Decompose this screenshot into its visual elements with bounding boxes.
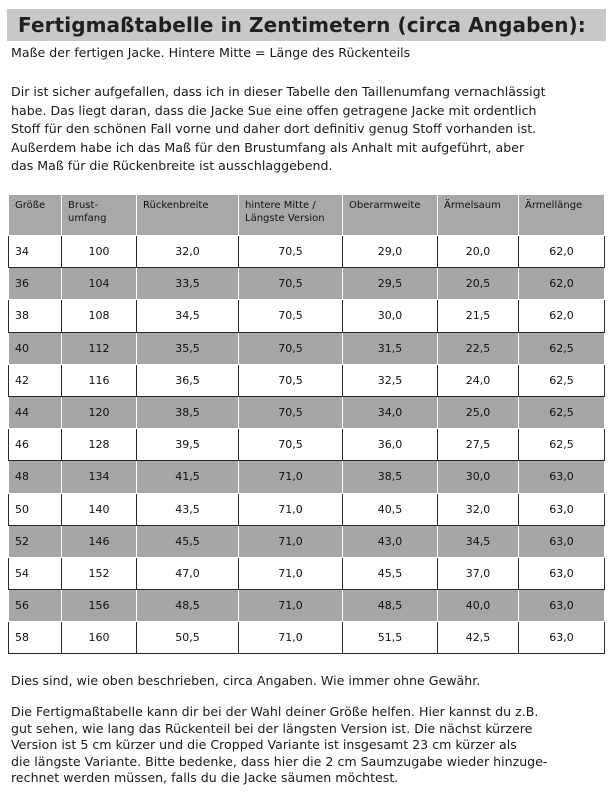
measure-cell: 36,0 (343, 429, 438, 461)
disclaimer-text: Dies sind, wie oben beschrieben, circa Angaben. Wie immer ohne Gewähr. (11, 673, 481, 688)
measure-cell: 27,5 (438, 429, 519, 461)
column-header: Größe (9, 195, 62, 236)
measure-cell: 51,5 (343, 622, 438, 654)
size-cell: 54 (9, 557, 62, 589)
measure-cell: 32,0 (137, 236, 239, 268)
measure-cell: 62,0 (519, 300, 605, 332)
measure-cell: 63,0 (519, 590, 605, 622)
measure-cell: 120 (62, 396, 137, 428)
measure-cell: 32,0 (438, 493, 519, 525)
measure-cell: 62,5 (519, 429, 605, 461)
measure-cell: 70,5 (239, 396, 343, 428)
measure-cell: 45,5 (137, 525, 239, 557)
measure-cell: 71,0 (239, 590, 343, 622)
measure-cell: 62,5 (519, 332, 605, 364)
subtitle: Maße der fertigen Jacke. Hintere Mitte = Länge des Rückenteils (11, 45, 411, 60)
intro-line: Stoff für den schönen Fall vorne und daher dort definitiv genug Stoff vorhanden ist. (11, 121, 537, 136)
measure-cell: 29,5 (343, 268, 438, 300)
measure-cell: 70,5 (239, 236, 343, 268)
measure-cell: 47,0 (137, 557, 239, 589)
measure-cell: 70,5 (239, 364, 343, 396)
table-row (9, 429, 605, 461)
table-row (9, 493, 605, 525)
measure-cell: 41,5 (137, 461, 239, 493)
outro-line: die längste Variante. Bitte bedenke, dass hier die 2 cm Saumzugabe wieder hinzuge- (11, 753, 548, 769)
measure-cell: 70,5 (239, 268, 343, 300)
measure-cell: 21,5 (438, 300, 519, 332)
measure-cell: 71,0 (239, 622, 343, 654)
column-header: Ärmelsaum (438, 195, 519, 236)
column-header: Brust- umfang (62, 195, 137, 236)
table-row (9, 622, 605, 654)
table-header-row (9, 195, 605, 236)
table-body (9, 236, 605, 654)
size-cell: 38 (9, 300, 62, 332)
size-cell: 44 (9, 396, 62, 428)
measure-cell: 71,0 (239, 525, 343, 557)
measure-cell: 45,5 (343, 557, 438, 589)
measure-cell: 20,0 (438, 236, 519, 268)
table-row (9, 525, 605, 557)
measure-cell: 134 (62, 461, 137, 493)
measure-cell: 25,0 (438, 396, 519, 428)
intro-paragraph (11, 83, 611, 176)
table-row (9, 236, 605, 268)
measure-cell: 34,0 (343, 396, 438, 428)
size-cell: 42 (9, 364, 62, 396)
size-table (8, 194, 605, 654)
size-cell: 48 (9, 461, 62, 493)
measure-cell: 37,0 (438, 557, 519, 589)
measure-cell: 63,0 (519, 622, 605, 654)
measure-cell: 156 (62, 590, 137, 622)
measure-cell: 40,5 (343, 493, 438, 525)
measure-cell: 63,0 (519, 557, 605, 589)
table-row (9, 332, 605, 364)
measure-cell: 35,5 (137, 332, 239, 364)
measure-cell: 32,5 (343, 364, 438, 396)
measure-cell: 70,5 (239, 429, 343, 461)
measure-cell: 30,0 (438, 461, 519, 493)
measure-cell: 38,5 (343, 461, 438, 493)
table-row (9, 364, 605, 396)
measure-cell: 34,5 (137, 300, 239, 332)
measure-cell: 104 (62, 268, 137, 300)
table-row (9, 557, 605, 589)
measure-cell: 112 (62, 332, 137, 364)
size-cell: 46 (9, 429, 62, 461)
size-cell: 36 (9, 268, 62, 300)
measure-cell: 116 (62, 364, 137, 396)
measure-cell: 108 (62, 300, 137, 332)
measure-cell: 43,5 (137, 493, 239, 525)
measure-cell: 24,0 (438, 364, 519, 396)
column-header: Oberarmweite (343, 195, 438, 236)
column-header: hintere Mitte / Längste Version (239, 195, 343, 236)
measure-cell: 48,5 (137, 590, 239, 622)
measure-cell: 70,5 (239, 300, 343, 332)
measure-cell: 71,0 (239, 557, 343, 589)
measure-cell: 42,5 (438, 622, 519, 654)
measure-cell: 71,0 (239, 493, 343, 525)
page-title: Fertigmaßtabelle in Zentimetern (circa Angaben): (7, 9, 606, 41)
measure-cell: 31,5 (343, 332, 438, 364)
column-header: Rückenbreite (137, 195, 239, 236)
measure-cell: 48,5 (343, 590, 438, 622)
measure-cell: 160 (62, 622, 137, 654)
measure-cell: 128 (62, 429, 137, 461)
intro-line: habe. Das liegt daran, dass die Jacke Sue eine offen getragene Jacke mit ordentlich (11, 102, 537, 118)
intro-line: Außerdem habe ich das Maß für den Brustumfang als Anhalt mit aufgeführt, aber (11, 139, 525, 155)
measure-cell: 20,5 (438, 268, 519, 300)
table-row (9, 268, 605, 300)
outro-line: Die Fertigmaßtabelle kann dir bei der Wahl deiner Größe helfen. Hier kannst du z.B. (11, 704, 539, 719)
measure-cell: 62,0 (519, 268, 605, 300)
measure-cell: 29,0 (343, 236, 438, 268)
measure-cell: 70,5 (239, 332, 343, 364)
measure-cell: 43,0 (343, 525, 438, 557)
measure-cell: 40,0 (438, 590, 519, 622)
measure-cell: 34,5 (438, 525, 519, 557)
size-cell: 56 (9, 590, 62, 622)
measure-cell: 146 (62, 525, 137, 557)
outro-paragraph (11, 704, 611, 787)
size-cell: 40 (9, 332, 62, 364)
measure-cell: 36,5 (137, 364, 239, 396)
measure-cell: 100 (62, 236, 137, 268)
measure-cell: 62,5 (519, 364, 605, 396)
table-row (9, 461, 605, 493)
measure-cell: 22,5 (438, 332, 519, 364)
measure-cell: 63,0 (519, 493, 605, 525)
table-row (9, 300, 605, 332)
table-row (9, 590, 605, 622)
intro-line: das Maß für die Rückenbreite ist ausschlaggebend. (11, 158, 333, 173)
measure-cell: 63,0 (519, 525, 605, 557)
outro-line: rechnet werden müssen, falls du die Jacke säumen möchtest. (11, 770, 399, 785)
measure-cell: 33,5 (137, 268, 239, 300)
size-cell: 50 (9, 493, 62, 525)
size-cell: 52 (9, 525, 62, 557)
intro-line: Dir ist sicher aufgefallen, dass ich in dieser Tabelle den Taillenumfang vernachlässigt (11, 84, 546, 99)
measure-cell: 39,5 (137, 429, 239, 461)
measure-cell: 50,5 (137, 622, 239, 654)
column-header: Ärmellänge (519, 195, 605, 236)
outro-line: Version ist 5 cm kürzer und die Cropped Variante ist insgesamt 23 cm kürzer als (11, 737, 517, 752)
measure-cell: 30,0 (343, 300, 438, 332)
measure-cell: 63,0 (519, 461, 605, 493)
table-row (9, 396, 605, 428)
outro-line: gut sehen, wie lang das Rückenteil bei der längsten Version ist. Die nächst kürzere (11, 720, 533, 736)
measure-cell: 62,5 (519, 396, 605, 428)
measure-cell: 38,5 (137, 396, 239, 428)
size-cell: 34 (9, 236, 62, 268)
measure-cell: 62,0 (519, 236, 605, 268)
size-cell: 58 (9, 622, 62, 654)
measure-cell: 152 (62, 557, 137, 589)
measure-cell: 140 (62, 493, 137, 525)
measure-cell: 71,0 (239, 461, 343, 493)
